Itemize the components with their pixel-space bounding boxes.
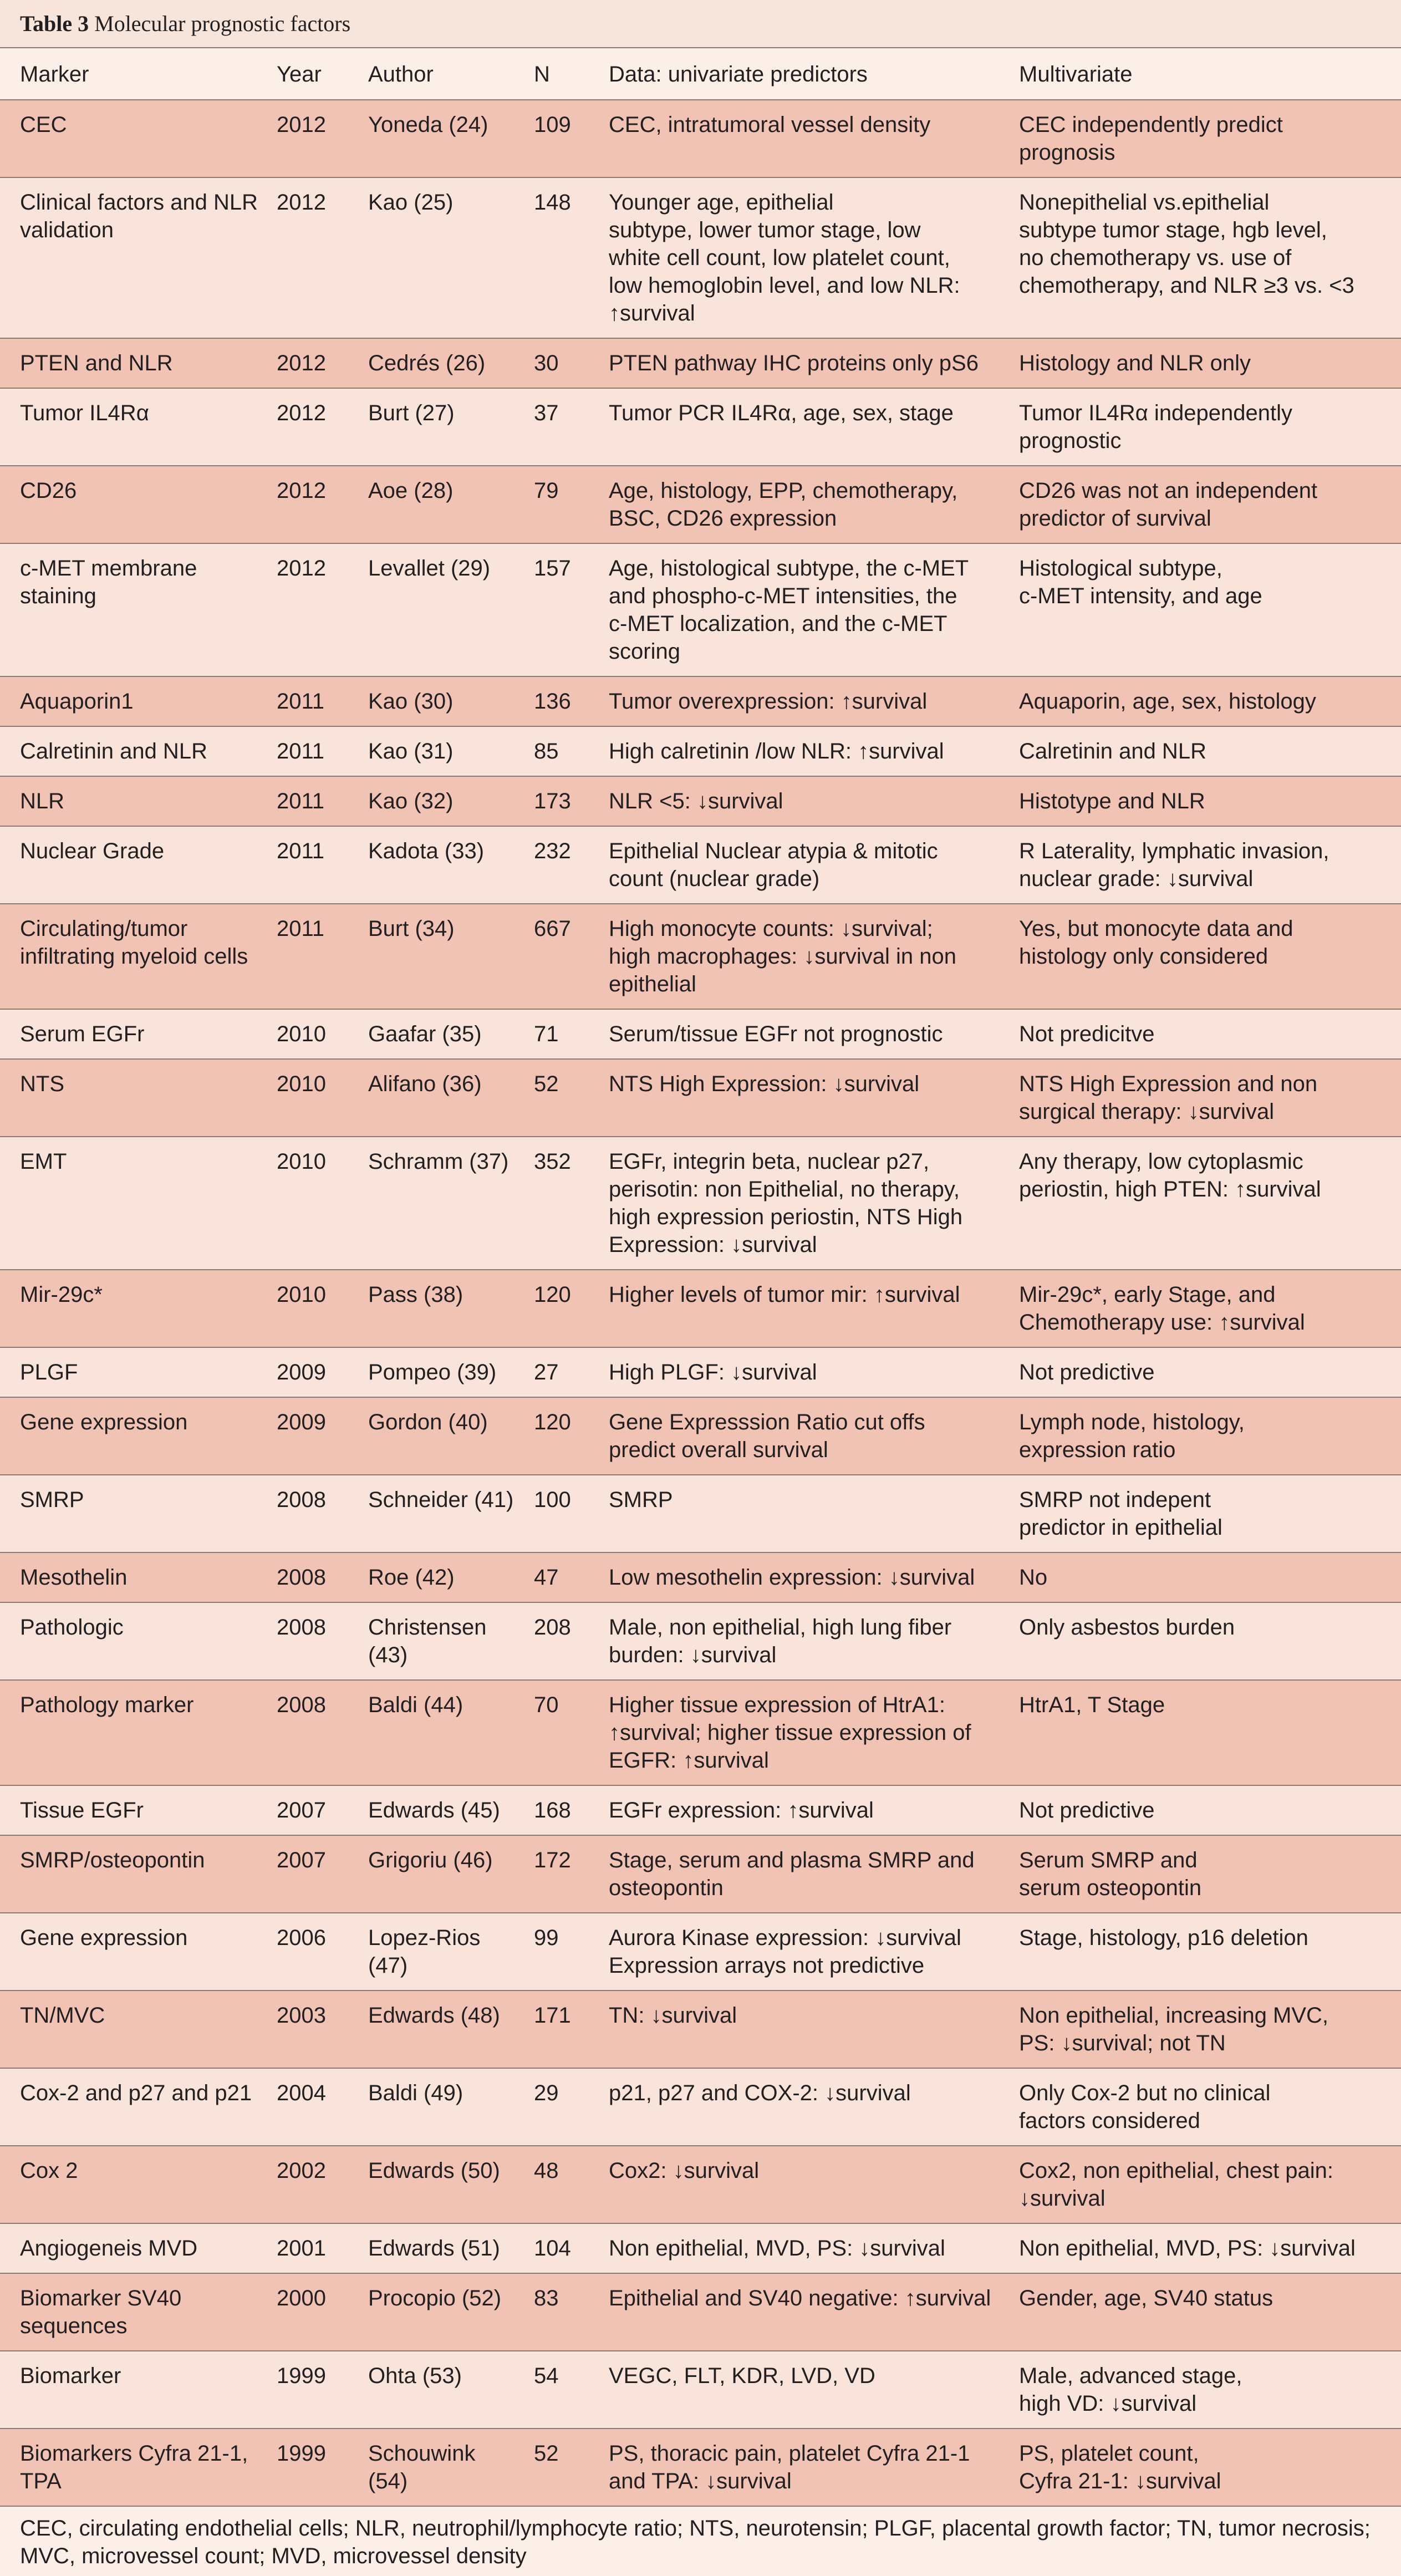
cell-multivariate: CD26 was not an independent predictor of survival: [1019, 478, 1318, 531]
cell-author: Pass (38): [368, 1282, 463, 1307]
cell-univariate: PTEN pathway IHC proteins only pS6: [609, 351, 979, 375]
cell-univariate: High calretinin /low NLR: ↑survival: [609, 739, 944, 763]
cell-year: 1999: [277, 2441, 326, 2466]
cell-univariate: Male, non epithelial, high lung fiber burden: ↓survival: [609, 1615, 952, 1667]
header-univariate: Data: univariate predictors: [609, 62, 868, 86]
table-row: [0, 338, 1401, 388]
table-row: [0, 2068, 1401, 2146]
cell-n: 83: [534, 2286, 559, 2310]
cell-multivariate: Not predictive: [1019, 1360, 1155, 1384]
cell-n: 100: [534, 1488, 571, 1512]
cell-univariate: Epithelial Nuclear atypia & mitotic count (nuclear grade): [609, 839, 938, 891]
cell-n: 54: [534, 2364, 559, 2388]
cell-multivariate: Only Cox-2 but no clinical factors considered: [1019, 2081, 1271, 2133]
cell-marker: PTEN and NLR: [20, 351, 173, 375]
cell-multivariate: Histology and NLR only: [1019, 351, 1251, 375]
cell-multivariate: Not predictive: [1019, 1798, 1155, 1822]
table-row: [0, 1475, 1401, 1552]
table-row: [0, 1009, 1401, 1059]
cell-year: 2012: [277, 401, 326, 425]
table-row: [0, 776, 1401, 826]
cell-n: 52: [534, 1072, 559, 1096]
cell-n: 104: [534, 2236, 571, 2261]
header-multivariate: Multivariate: [1019, 62, 1133, 86]
cell-univariate: SMRP: [609, 1488, 673, 1512]
cell-author: Alifano (36): [368, 1072, 482, 1096]
cell-multivariate: Histotype and NLR: [1019, 789, 1205, 813]
cell-marker: Gene expression: [20, 1926, 188, 1950]
cell-n: 171: [534, 2003, 571, 2028]
cell-marker: Biomarker SV40 sequences: [20, 2286, 182, 2338]
table-row: [0, 466, 1401, 543]
table-row: [0, 2223, 1401, 2273]
cell-year: 2000: [277, 2286, 326, 2310]
cell-marker: Aquaporin1: [20, 689, 134, 714]
cell-marker: Biomarkers Cyfra 21-1, TPA: [20, 2441, 248, 2493]
table-row: [0, 177, 1401, 338]
table-title: [0, 0, 1401, 48]
cell-n: 157: [534, 556, 571, 581]
cell-author: Schouwink (54): [368, 2441, 476, 2493]
cell-multivariate: No: [1019, 1565, 1048, 1590]
cell-univariate: Serum/tissue EGFr not prognostic: [609, 1022, 943, 1046]
cell-n: 30: [534, 351, 559, 375]
cell-n: 52: [534, 2441, 559, 2466]
table-footnote: CEC, circulating endothelial cells; NLR, neutrophil/lymphocyte ratio; NTS, neurotensin; PLGF, placental growth factor; TN, tumor necrosis; MVC, microvessel count; MVD, microvessel density: [0, 2507, 1401, 2576]
cell-multivariate: Yes, but monocyte data and histology only considered: [1019, 917, 1293, 969]
cell-author: Pompeo (39): [368, 1360, 497, 1384]
table-row: [0, 1680, 1401, 1785]
cell-multivariate: Cox2, non epithelial, chest pain: ↓survival: [1019, 2158, 1334, 2211]
cell-univariate: Cox2: ↓survival: [609, 2158, 760, 2183]
header-author: Author: [368, 62, 434, 86]
table-caption: Molecular prognostic factors: [94, 11, 351, 36]
cell-n: 47: [534, 1565, 559, 1590]
cell-univariate: Age, histology, EPP, chemotherapy, BSC, CD26 expression: [609, 478, 958, 531]
cell-n: 173: [534, 789, 571, 813]
cell-univariate: PS, thoracic pain, platelet Cyfra 21-1 and TPA: ↓survival: [609, 2441, 970, 2493]
cell-univariate: High monocyte counts: ↓survival; high macrophages: ↓survival in non epithelial: [609, 917, 957, 996]
header-year: Year: [277, 62, 322, 86]
cell-n: 352: [534, 1149, 571, 1174]
cell-marker: Tumor IL4Rα: [20, 401, 149, 425]
cell-univariate: NLR <5: ↓survival: [609, 789, 783, 813]
cell-marker: Cox-2 and p27 and p21: [20, 2081, 252, 2105]
cell-n: 71: [534, 1022, 559, 1046]
cell-marker: SMRP: [20, 1488, 84, 1512]
cell-author: Ohta (53): [368, 2364, 462, 2388]
cell-author: Schneider (41): [368, 1488, 514, 1512]
cell-univariate: Tumor PCR IL4Rα, age, sex, stage: [609, 401, 954, 425]
cell-year: 2001: [277, 2236, 326, 2261]
cell-multivariate: R Laterality, lymphatic invasion, nuclear grade: ↓survival: [1019, 839, 1329, 891]
cell-n: 667: [534, 917, 571, 941]
cell-multivariate: SMRP not indepent predictor in epithelial: [1019, 1488, 1222, 1540]
cell-author: Baldi (44): [368, 1693, 463, 1717]
cell-univariate: High PLGF: ↓survival: [609, 1360, 817, 1384]
cell-marker: SMRP/osteopontin: [20, 1848, 205, 1872]
cell-univariate: Low mesothelin expression: ↓survival: [609, 1565, 975, 1590]
cell-year: 2008: [277, 1488, 326, 1512]
cell-n: 29: [534, 2081, 559, 2105]
cell-year: 2011: [277, 789, 325, 813]
cell-n: 37: [534, 401, 559, 425]
cell-marker: Nuclear Grade: [20, 839, 165, 863]
cell-year: 2008: [277, 1615, 326, 1640]
cell-n: 27: [534, 1360, 559, 1384]
cell-year: 2012: [277, 113, 326, 137]
cell-marker: TN/MVC: [20, 2003, 105, 2028]
cell-author: Kao (30): [368, 689, 454, 714]
table-row: [0, 2351, 1401, 2429]
cell-univariate: Gene Expresssion Ratio cut offs predict overall survival: [609, 1410, 925, 1462]
cell-n: 70: [534, 1693, 559, 1717]
table-row: [0, 1990, 1401, 2068]
cell-marker: Calretinin and NLR: [20, 739, 207, 763]
cell-author: Kao (31): [368, 739, 454, 763]
cell-univariate: EGFr expression: ↑survival: [609, 1798, 874, 1822]
cell-year: 2011: [277, 839, 325, 863]
cell-univariate: TN: ↓survival: [609, 2003, 737, 2028]
cell-marker: Mir-29c*: [20, 1282, 103, 1307]
cell-marker: Serum EGFr: [20, 1022, 145, 1046]
cell-univariate: Younger age, epithelial subtype, lower tumor stage, low white cell count, low platelet count, low hemoglobin level, and low NLR: ↑survival: [609, 190, 960, 325]
cell-univariate: Non epithelial, MVD, PS: ↓survival: [609, 2236, 945, 2261]
cell-multivariate: Serum SMRP and serum osteopontin: [1019, 1848, 1202, 1900]
header-n: N: [534, 62, 550, 86]
cell-author: Kao (25): [368, 190, 454, 215]
table-row: [0, 543, 1401, 676]
table-row: [0, 676, 1401, 726]
cell-multivariate: Only asbestos burden: [1019, 1615, 1235, 1640]
cell-year: 2012: [277, 556, 326, 581]
cell-n: 120: [534, 1410, 571, 1434]
cell-marker: Circulating/tumor infiltrating myeloid cells: [20, 917, 248, 969]
cell-author: Schramm (37): [368, 1149, 509, 1174]
cell-year: 2011: [277, 689, 325, 714]
table-row: [0, 1347, 1401, 1397]
cell-n: 48: [534, 2158, 559, 2183]
cell-univariate: CEC, intratumoral vessel density: [609, 113, 931, 137]
cell-multivariate: CEC independently predict prognosis: [1019, 113, 1283, 165]
cell-univariate: VEGC, FLT, KDR, LVD, VD: [609, 2364, 875, 2388]
cell-marker: Gene expression: [20, 1410, 188, 1434]
table-row: [0, 904, 1401, 1009]
cell-n: 136: [534, 689, 571, 714]
cell-multivariate: Any therapy, low cytoplasmic periostin, high PTEN: ↑survival: [1019, 1149, 1321, 1202]
cell-multivariate: Lymph node, histology, expression ratio: [1019, 1410, 1245, 1462]
cell-year: 2009: [277, 1360, 326, 1384]
cell-year: 2009: [277, 1410, 326, 1434]
table-row: [0, 2429, 1401, 2506]
cell-year: 2002: [277, 2158, 326, 2183]
cell-year: 2008: [277, 1693, 326, 1717]
cell-univariate: Higher tissue expression of HtrA1: ↑survival; higher tissue expression of EGFR: ↑survival: [609, 1693, 971, 1773]
cell-marker: EMT: [20, 1149, 67, 1174]
cell-year: 2010: [277, 1022, 326, 1046]
cell-multivariate: Aquaporin, age, sex, histology: [1019, 689, 1316, 714]
cell-multivariate: Calretinin and NLR: [1019, 739, 1206, 763]
cell-univariate: Aurora Kinase expression: ↓survival Expression arrays not predictive: [609, 1926, 961, 1978]
cell-multivariate: Not predicitve: [1019, 1022, 1155, 1046]
cell-marker: CEC: [20, 113, 67, 137]
cell-author: Lopez-Rios (47): [368, 1926, 481, 1978]
cell-author: Kao (32): [368, 789, 454, 813]
cell-year: 2012: [277, 190, 326, 215]
cell-n: 168: [534, 1798, 571, 1822]
cell-n: 232: [534, 839, 571, 863]
cell-marker: Pathologic: [20, 1615, 124, 1640]
cell-year: 2008: [277, 1565, 326, 1590]
cell-marker: NLR: [20, 789, 65, 813]
cell-multivariate: Non epithelial, increasing MVC, PS: ↓survival; not TN: [1019, 2003, 1329, 2055]
prognostic-factors-table: [0, 48, 1401, 2507]
cell-marker: c-MET membrane staining: [20, 556, 197, 608]
cell-n: 120: [534, 1282, 571, 1307]
cell-marker: PLGF: [20, 1360, 78, 1384]
cell-author: Levallet (29): [368, 556, 491, 581]
cell-author: Edwards (51): [368, 2236, 500, 2261]
cell-author: Procopio (52): [368, 2286, 502, 2310]
cell-year: 2003: [277, 2003, 326, 2028]
cell-marker: Cox 2: [20, 2158, 78, 2183]
table-row: [0, 1835, 1401, 1913]
cell-multivariate: Nonepithelial vs.epithelial subtype tumor stage, hgb level, no chemotherapy vs. use of chemotherapy, and NLR ≥3 vs. <3: [1019, 190, 1354, 298]
cell-year: 2010: [277, 1072, 326, 1096]
cell-author: Edwards (48): [368, 2003, 500, 2028]
table-row: [0, 1137, 1401, 1270]
table-row: [0, 1552, 1401, 1602]
table-row: [0, 726, 1401, 776]
cell-univariate: p21, p27 and COX-2: ↓survival: [609, 2081, 911, 2105]
cell-marker: Mesothelin: [20, 1565, 128, 1590]
header-row: [0, 48, 1401, 100]
cell-author: Burt (34): [368, 917, 455, 941]
cell-marker: Angiogeneis MVD: [20, 2236, 198, 2261]
cell-n: 208: [534, 1615, 571, 1640]
cell-multivariate: Mir-29c*, early Stage, and Chemotherapy use: ↑survival: [1019, 1282, 1305, 1335]
table-row: [0, 1602, 1401, 1680]
cell-multivariate: Gender, age, SV40 status: [1019, 2286, 1273, 2310]
cell-marker: NTS: [20, 1072, 64, 1096]
cell-year: 2011: [277, 739, 325, 763]
cell-marker: Pathology marker: [20, 1693, 194, 1717]
cell-year: 2010: [277, 1282, 326, 1307]
cell-n: 148: [534, 190, 571, 215]
cell-multivariate: Non epithelial, MVD, PS: ↓survival: [1019, 2236, 1356, 2261]
cell-marker: CD26: [20, 478, 77, 503]
cell-univariate: Epithelial and SV40 negative: ↑survival: [609, 2286, 991, 2310]
table-row: [0, 2146, 1401, 2223]
cell-n: 79: [534, 478, 559, 503]
cell-multivariate: HtrA1, T Stage: [1019, 1693, 1165, 1717]
cell-author: Baldi (49): [368, 2081, 463, 2105]
cell-year: 2012: [277, 478, 326, 503]
cell-multivariate: Histological subtype, c-MET intensity, and age: [1019, 556, 1262, 608]
cell-author: Edwards (45): [368, 1798, 500, 1822]
cell-author: Kadota (33): [368, 839, 485, 863]
cell-author: Yoneda (24): [368, 113, 488, 137]
table-row: [0, 1913, 1401, 1990]
cell-univariate: NTS High Expression: ↓survival: [609, 1072, 920, 1096]
cell-author: Gordon (40): [368, 1410, 488, 1434]
table-row: [0, 826, 1401, 904]
cell-univariate: Age, histological subtype, the c-MET and phospho-c-MET intensities, the c-MET localization, and the c-MET scoring: [609, 556, 969, 664]
cell-multivariate: Male, advanced stage, high VD: ↓survival: [1019, 2364, 1242, 2416]
cell-marker: Tissue EGFr: [20, 1798, 144, 1822]
cell-author: Gaafar (35): [368, 1022, 482, 1046]
table-row: [0, 1059, 1401, 1137]
cell-year: 2011: [277, 917, 325, 941]
cell-n: 109: [534, 113, 571, 137]
cell-year: 2004: [277, 2081, 326, 2105]
cell-author: Aoe (28): [368, 478, 454, 503]
cell-multivariate: Stage, histology, p16 deletion: [1019, 1926, 1308, 1950]
cell-marker: Clinical factors and NLR validation: [20, 190, 258, 242]
cell-univariate: Stage, serum and plasma SMRP and osteopontin: [609, 1848, 975, 1900]
cell-author: Grigoriu (46): [368, 1848, 493, 1872]
cell-author: Cedrés (26): [368, 351, 486, 375]
cell-author: Roe (42): [368, 1565, 455, 1590]
table-row: [0, 1785, 1401, 1835]
cell-multivariate: Tumor IL4Rα independently prognostic: [1019, 401, 1293, 453]
cell-year: 2006: [277, 1926, 326, 1950]
cell-n: 99: [534, 1926, 559, 1950]
header-marker: Marker: [20, 62, 89, 86]
cell-n: 85: [534, 739, 559, 763]
cell-multivariate: NTS High Expression and non surgical therapy: ↓survival: [1019, 1072, 1318, 1124]
cell-year: 2010: [277, 1149, 326, 1174]
cell-author: Christensen (43): [368, 1615, 487, 1667]
table-row: [0, 2273, 1401, 2351]
cell-year: 1999: [277, 2364, 326, 2388]
cell-year: 2007: [277, 1848, 326, 1872]
cell-n: 172: [534, 1848, 571, 1872]
cell-univariate: Tumor overexpression: ↑survival: [609, 689, 928, 714]
table-row: [0, 388, 1401, 466]
cell-author: Edwards (50): [368, 2158, 500, 2183]
cell-author: Burt (27): [368, 401, 455, 425]
table-row: [0, 1270, 1401, 1347]
table-row: [0, 100, 1401, 177]
cell-year: 2007: [277, 1798, 326, 1822]
cell-year: 2012: [277, 351, 326, 375]
cell-marker: Biomarker: [20, 2364, 121, 2388]
table-number: Table 3: [20, 11, 89, 36]
cell-univariate: Higher levels of tumor mir: ↑survival: [609, 1282, 960, 1307]
table-body: [0, 100, 1401, 2506]
table-row: [0, 1397, 1401, 1475]
cell-multivariate: PS, platelet count, Cyfra 21-1: ↓survival: [1019, 2441, 1221, 2493]
cell-univariate: EGFr, integrin beta, nuclear p27, perisotin: non Epithelial, no therapy, high expression periostin, NTS High Expression: ↓survival: [609, 1149, 963, 1257]
